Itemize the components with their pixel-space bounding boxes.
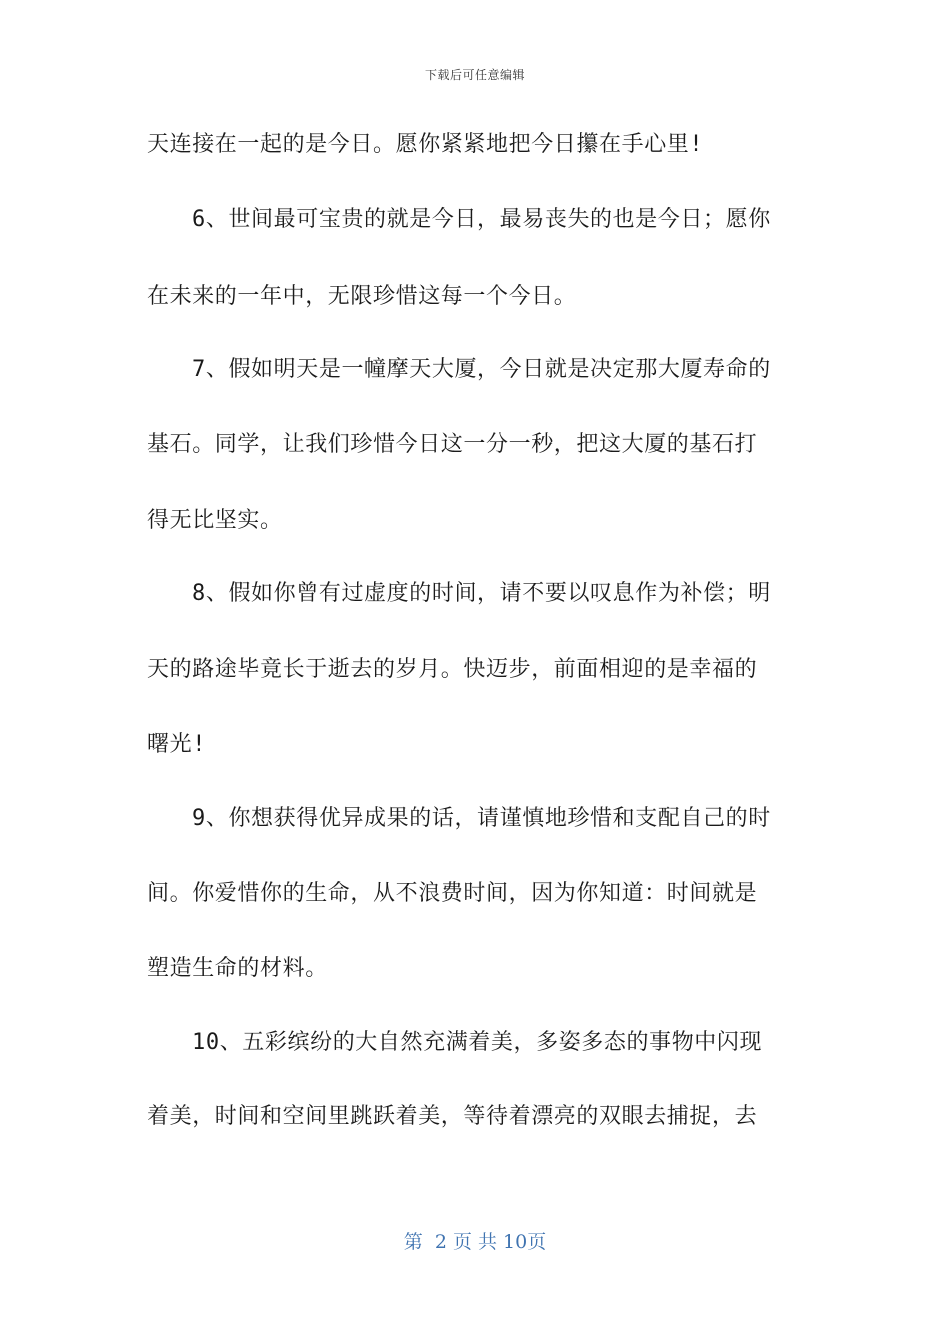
text-line: 得无比坚实。 <box>147 508 283 533</box>
text-line: 天的路途毕竟长于逝去的岁月。快迈步，前面相迎的是幸福的 <box>147 657 758 682</box>
text-line: 着美，时间和空间里跳跃着美，等待着漂亮的双眼去捕捉，去 <box>147 1104 758 1129</box>
text-line: 在未来的一年中，无限珍惜这每一个今日。 <box>147 284 577 309</box>
page-header-note: 下载后可任意编辑 <box>424 68 525 82</box>
text-line: 曙光! <box>147 732 207 757</box>
page-number: 第 2 页 共 10页 <box>403 1231 547 1253</box>
text-line: 天连接在一起的是今日。愿你紧紧地把今日攥在手心里! <box>147 132 704 157</box>
text-line: 间。你爱惜你的生命，从不浪费时间，因为你知道：时间就是 <box>147 881 758 906</box>
paragraph-start-line: 9、你想获得优异成果的话，请谨慎地珍惜和支配自己的时 <box>192 806 771 831</box>
paragraph-start-line: 10、五彩缤纷的大自然充满着美，多姿多态的事物中闪现 <box>192 1030 763 1055</box>
paragraph-start-line: 7、假如明天是一幢摩天大厦，今日就是决定那大厦寿命的 <box>192 357 771 382</box>
paragraph-start-line: 6、世间最可宝贵的就是今日，最易丧失的也是今日；愿你 <box>192 207 771 232</box>
paragraph-start-line: 8、假如你曾有过虚度的时间，请不要以叹息作为补偿；明 <box>192 581 771 606</box>
text-line: 塑造生命的材料。 <box>147 956 328 981</box>
text-line: 基石。同学，让我们珍惜今日这一分一秒，把这大厦的基石打 <box>147 432 758 457</box>
